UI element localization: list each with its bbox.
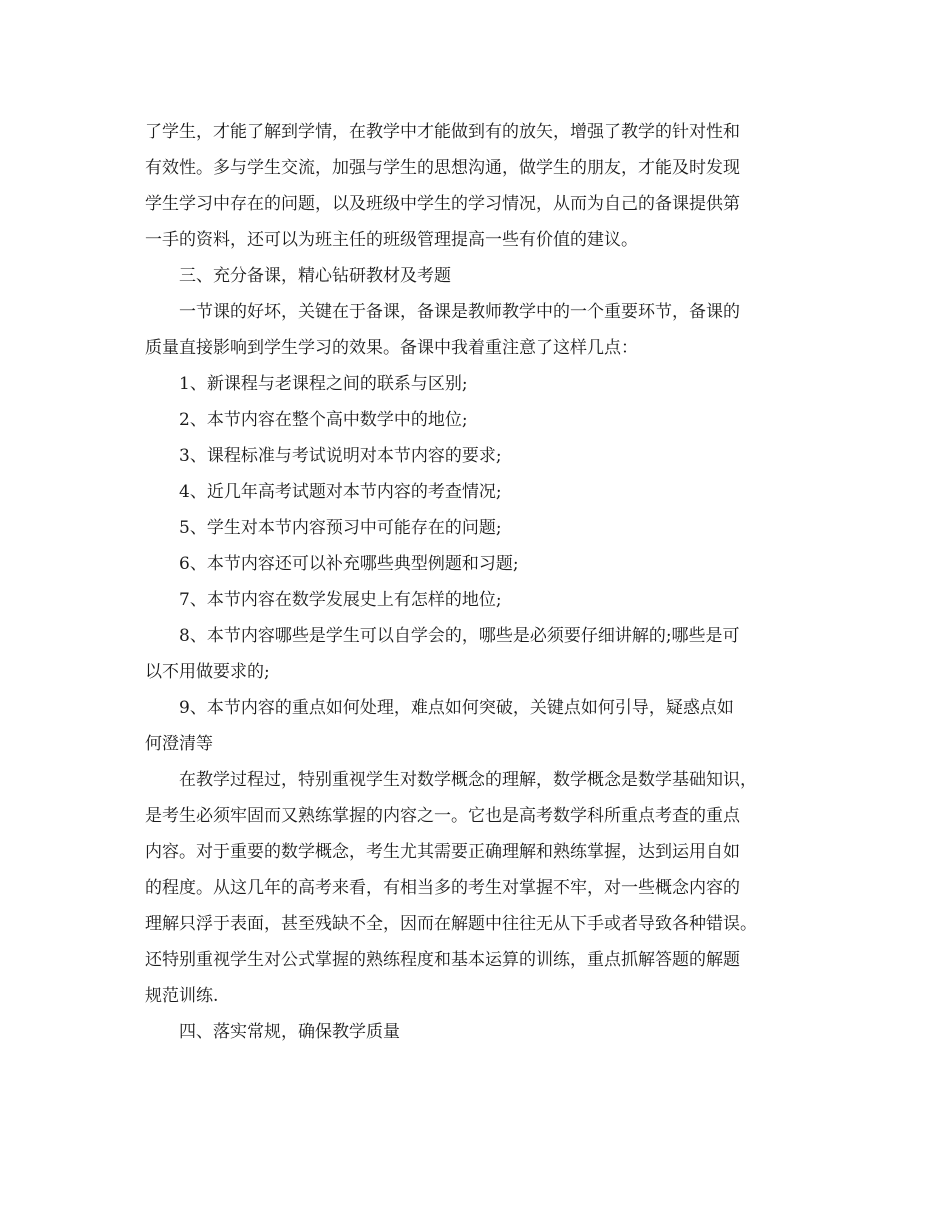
text-line: 了学生，才能了解到学情，在教学中才能做到有的放矢，增强了教学的针对性和 <box>145 122 740 142</box>
list-item: 9、本节内容的重点如何处理，难点如何突破，关键点如何引导，疑惑点如 <box>145 698 734 718</box>
text-line: 有效性。多与学生交流，加强与学生的思想沟通，做学生的朋友，才能及时发现 <box>145 158 740 178</box>
list-item: 何澄清等 <box>145 734 213 754</box>
list-item: 3、课程标准与考试说明对本节内容的要求; <box>145 446 502 466</box>
text-line: 一节课的好坏，关键在于备课，备课是教师教学中的一个重要环节，备课的 <box>145 302 740 322</box>
text-line: 在教学过程过，特别重视学生对数学概念的理解，数学概念是数学基础知识， <box>145 770 757 790</box>
list-item: 4、近几年高考试题对本节内容的考查情况; <box>145 482 502 502</box>
section-heading: 四、落实常规，确保教学质量 <box>145 1022 400 1042</box>
text-line: 质量直接影响到学生学习的效果。备课中我着重注意了这样几点： <box>145 338 638 358</box>
text-line: 内容。对于重要的数学概念，考生尤其需要正确理解和熟练掌握，达到运用自如 <box>145 842 740 862</box>
list-item: 2、本节内容在整个高中数学中的地位; <box>145 410 468 430</box>
text-line: 一手的资料，还可以为班主任的班级管理提高一些有价值的建议。 <box>145 230 638 250</box>
text-line: 理解只浮于表面，甚至残缺不全，因而在解题中往往无从下手或者导致各种错误。 <box>145 914 757 934</box>
list-item: 8、本节内容哪些是学生可以自学会的，哪些是必须要仔细讲解的;哪些是可 <box>145 626 740 646</box>
list-item: 5、学生对本节内容预习中可能存在的问题; <box>145 518 502 538</box>
text-line: 学生学习中存在的问题，以及班级中学生的学习情况，从而为自己的备课提供第 <box>145 194 740 214</box>
text-line: 的程度。从这几年的高考来看，有相当多的考生对掌握不牢，对一些概念内容的 <box>145 878 740 898</box>
section-heading: 三、充分备课，精心钻研教材及考题 <box>145 266 451 286</box>
text-line: 是考生必须牢固而又熟练掌握的内容之一。它也是高考数学科所重点考查的重点 <box>145 806 740 826</box>
list-item: 1、新课程与老课程之间的联系与区别; <box>145 374 468 394</box>
list-item: 6、本节内容还可以补充哪些典型例题和习题; <box>145 554 519 574</box>
list-item: 以不用做要求的; <box>145 662 270 682</box>
text-line: 规范训练. <box>145 986 219 1006</box>
list-item: 7、本节内容在数学发展史上有怎样的地位; <box>145 590 502 610</box>
text-line: 还特别重视学生对公式掌握的熟练程度和基本运算的训练，重点抓解答题的解题 <box>145 950 740 970</box>
body-text <box>145 114 815 1050</box>
